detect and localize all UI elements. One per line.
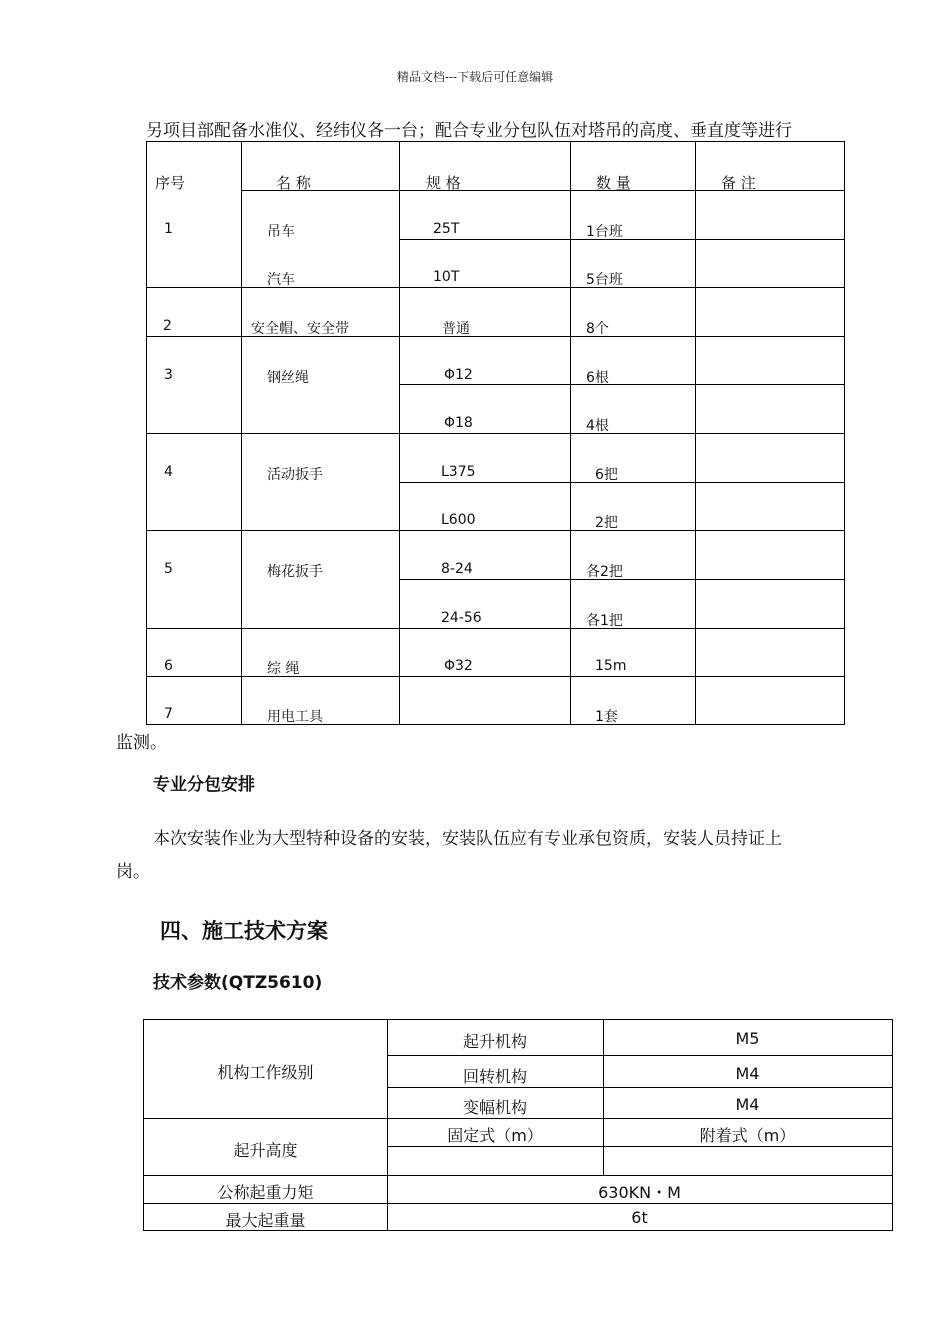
serial-5: 5 bbox=[164, 561, 173, 577]
header-serial: 序号 bbox=[155, 174, 186, 192]
tech-params-heading: 技术参数(QTZ5610) bbox=[153, 973, 323, 993]
lift-height-label: 起升高度 bbox=[233, 1141, 298, 1160]
page-header: 精品文档---下载后可任意编辑 bbox=[396, 70, 554, 84]
max-load-label: 最大起重量 bbox=[225, 1211, 306, 1230]
qty-8: 8个 bbox=[586, 321, 609, 337]
spec-8-24: 8-24 bbox=[441, 561, 473, 577]
qty-1-shift: 1台班 bbox=[586, 224, 623, 240]
spec-l600: L600 bbox=[441, 512, 476, 528]
name-truck: 汽车 bbox=[267, 272, 295, 288]
subcontract-heading: 专业分包安排 bbox=[153, 775, 255, 795]
qty-each-2: 各2把 bbox=[586, 564, 623, 580]
qty-1-set: 1套 bbox=[595, 709, 618, 725]
subcontract-paragraph-line-1: 本次安装作业为大型特种设备的安装，安装队伍应有专业承包资质，安装人员持证上 bbox=[153, 829, 782, 849]
equipment-table bbox=[146, 141, 845, 725]
name-wire-rope: 钢丝绳 bbox=[267, 370, 309, 386]
rated-moment-label: 公称起重力矩 bbox=[217, 1183, 314, 1202]
serial-2: 2 bbox=[163, 318, 172, 334]
hoist-mechanism-value: M5 bbox=[735, 1029, 760, 1048]
intro-line-2: 监测。 bbox=[116, 733, 167, 753]
name-helmet-belt: 安全帽、安全带 bbox=[251, 321, 349, 337]
name-electric-tools: 用电工具 bbox=[267, 709, 323, 725]
name-box-wrench: 梅花扳手 bbox=[267, 564, 323, 580]
subcontract-paragraph-line-2: 岗。 bbox=[116, 862, 150, 882]
tech-params-table bbox=[143, 1019, 893, 1231]
work-level-label: 机构工作级别 bbox=[217, 1063, 314, 1082]
max-load-value: 6t bbox=[631, 1208, 648, 1227]
fixed-type-label: 固定式（m） bbox=[447, 1126, 543, 1145]
slew-mechanism-value: M4 bbox=[735, 1064, 760, 1083]
rated-moment-value: 630KN・M bbox=[598, 1183, 681, 1202]
serial-1: 1 bbox=[164, 221, 173, 237]
qty-6-piece: 6把 bbox=[595, 467, 618, 483]
attached-type-label: 附着式（m） bbox=[699, 1126, 796, 1145]
spec-24-56: 24-56 bbox=[441, 610, 482, 626]
qty-each-1: 各1把 bbox=[586, 613, 623, 629]
name-rope: 综 绳 bbox=[267, 661, 300, 677]
section-4-heading: 四、施工技术方案 bbox=[160, 919, 328, 943]
slew-mechanism-label: 回转机构 bbox=[462, 1067, 527, 1086]
spec-10t: 10T bbox=[433, 269, 460, 285]
name-adjustable-wrench: 活动扳手 bbox=[267, 467, 323, 483]
spec-phi12: Φ12 bbox=[444, 367, 473, 383]
luff-mechanism-label: 变幅机构 bbox=[462, 1098, 527, 1117]
serial-7: 7 bbox=[164, 706, 173, 722]
serial-6: 6 bbox=[164, 658, 173, 674]
header-remarks: 备 注 bbox=[721, 174, 756, 192]
qty-5-shift: 5台班 bbox=[586, 272, 623, 288]
qty-6-root: 6根 bbox=[586, 370, 609, 386]
luff-mechanism-value: M4 bbox=[735, 1095, 760, 1114]
intro-line-1: 另项目部配备水准仪、经纬仪各一台；配合专业分包队伍对塔吊的高度、垂直度等进行 bbox=[146, 121, 792, 141]
header-quantity: 数 量 bbox=[596, 174, 631, 192]
serial-4: 4 bbox=[164, 464, 173, 480]
header-spec: 规 格 bbox=[426, 174, 461, 192]
header-name: 名 称 bbox=[276, 174, 311, 192]
spec-ordinary: 普通 bbox=[442, 321, 470, 337]
hoist-mechanism-label: 起升机构 bbox=[462, 1032, 527, 1051]
spec-25t: 25T bbox=[433, 221, 460, 237]
name-crane: 吊车 bbox=[267, 224, 295, 240]
spec-l375: L375 bbox=[441, 464, 476, 480]
qty-4-root: 4根 bbox=[586, 418, 609, 434]
spec-phi18: Φ18 bbox=[444, 415, 473, 431]
spec-phi32: Φ32 bbox=[444, 658, 473, 674]
serial-3: 3 bbox=[164, 367, 173, 383]
qty-2-piece: 2把 bbox=[595, 515, 618, 531]
qty-15m: 15m bbox=[595, 658, 627, 674]
